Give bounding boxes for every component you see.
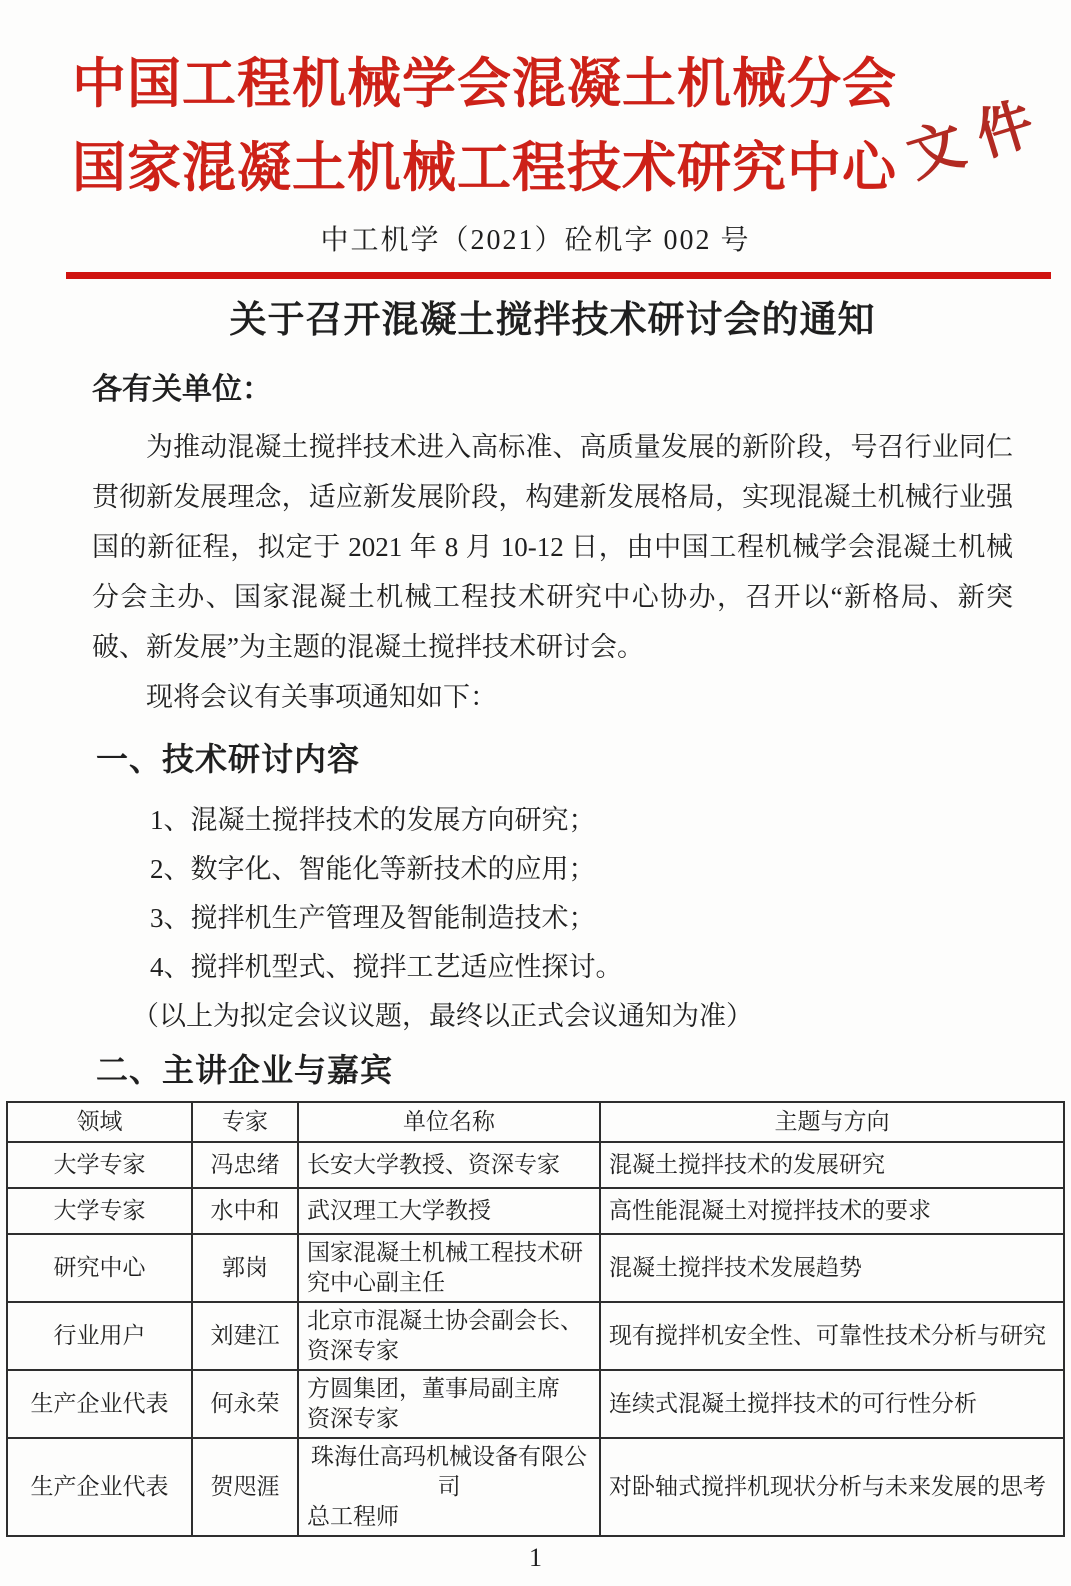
- cell-org: [298, 1438, 600, 1536]
- salutation: 各有关单位：: [92, 372, 272, 406]
- cell-expert: 刘建江: [192, 1302, 298, 1370]
- cell-org: [298, 1188, 600, 1234]
- org-line: 总工程师: [307, 1503, 399, 1529]
- notice-title: 关于召开混凝土搅拌技术研讨会的通知: [229, 300, 876, 341]
- speakers-table: [6, 1101, 1065, 1537]
- cell-expert: 贺咫涯: [192, 1438, 298, 1536]
- cell-expert: 冯忠绪: [192, 1142, 298, 1188]
- table-header-cell: 领域: [7, 1102, 192, 1142]
- table-header-cell: 主题与方向: [600, 1102, 1064, 1142]
- red-separator-line: [66, 272, 1051, 279]
- agenda-item: 3、搅拌机生产管理及智能制造技术；: [150, 902, 596, 933]
- table-row: [7, 1438, 1064, 1536]
- doc-number: 中工机学（2021）砼机字 002 号: [320, 225, 751, 256]
- table-header-cell: 专家: [192, 1102, 298, 1142]
- table-row: [7, 1302, 1064, 1370]
- section2-heading: 二、主讲企业与嘉宾: [96, 1051, 394, 1088]
- org-line: 国家混凝土机械工程技术研究中心副主任: [307, 1239, 583, 1295]
- org-name-line-1: 中国工程机械学会混凝土机械分会: [72, 54, 897, 114]
- cell-field: 研究中心: [7, 1234, 192, 1302]
- cell-topic: 高性能混凝土对搅拌技术的要求: [600, 1188, 1064, 1234]
- cell-topic: 连续式混凝土搅拌技术的可行性分析: [600, 1370, 1064, 1438]
- cell-field: 生产企业代表: [7, 1370, 192, 1438]
- org-line: 资深专家: [307, 1405, 399, 1431]
- cell-topic: 混凝土搅拌技术的发展研究: [600, 1142, 1064, 1188]
- section1-heading: 一、技术研讨内容: [96, 740, 361, 777]
- agenda-note: （以上为拟定会议议题，最终以正式会议通知为准）: [132, 1000, 753, 1031]
- org-line: 长安大学教授、资深专家: [307, 1151, 560, 1177]
- document-body: [0, 297, 1071, 1091]
- org-line: 武汉理工大学教授: [307, 1197, 491, 1223]
- cell-expert: 水中和: [192, 1188, 298, 1234]
- agenda-item: 2、数字化、智能化等新技术的应用；: [150, 853, 596, 884]
- paragraph-lead-in: 现将会议有关事项通知如下：: [146, 681, 497, 712]
- cell-topic: 混凝土搅拌技术发展趋势: [600, 1234, 1064, 1302]
- cell-org: [298, 1142, 600, 1188]
- cell-field: 大学专家: [7, 1188, 192, 1234]
- org-line: 方圆集团，董事局副主席: [307, 1375, 560, 1401]
- cell-field: 生产企业代表: [7, 1438, 192, 1536]
- agenda-list: [92, 804, 1013, 984]
- table-row: [7, 1142, 1064, 1188]
- table-row: [7, 1370, 1064, 1438]
- paragraph-intro: 为推动混凝土搅拌技术进入高标准、高质量发展的新阶段，号召行业同仁贯彻新发展理念，适应新发展阶段，构建新发展格局，实现混凝土机械行业强国的新征程，拟定于 2021 年 8 月 10-12 日，由中国工程机械学会混凝土机械分会主办、国家混凝土机械工程技术研究中心协办，召开以“新格局、新突破、新发展”为主题的混凝土搅拌技术研讨会。: [92, 431, 1013, 662]
- cell-org: [298, 1302, 600, 1370]
- table-header-row: [7, 1102, 1064, 1142]
- table-row: [7, 1188, 1064, 1234]
- agenda-item: 4、搅拌机型式、搅拌工艺适应性探讨。: [150, 951, 623, 982]
- cell-org: [298, 1370, 600, 1438]
- cell-topic: 对卧轴式搅拌机现状分析与未来发展的思考: [600, 1438, 1064, 1536]
- cell-expert: 何永荣: [192, 1370, 298, 1438]
- cell-field: 大学专家: [7, 1142, 192, 1188]
- cell-expert: 郭岗: [192, 1234, 298, 1302]
- file-stamp: 文件: [900, 88, 1057, 190]
- table-header-cell: 单位名称: [298, 1102, 600, 1142]
- speakers-table-body: [7, 1142, 1064, 1536]
- cell-field: 行业用户: [7, 1302, 192, 1370]
- table-row: [7, 1234, 1064, 1302]
- cell-topic: 现有搅拌机安全性、可靠性技术分析与研究: [600, 1302, 1064, 1370]
- cell-org: [298, 1234, 600, 1302]
- page-number: 1: [529, 1542, 542, 1572]
- org-line: 珠海仕高玛机械设备有限公司: [311, 1443, 587, 1499]
- org-name-line-2: 国家混凝土机械工程技术研究中心: [72, 138, 897, 198]
- org-line: 北京市混凝土协会副会长、资深专家: [307, 1307, 583, 1363]
- agenda-item: 1、混凝土搅拌技术的发展方向研究；: [150, 804, 596, 835]
- letterhead: [0, 42, 1071, 210]
